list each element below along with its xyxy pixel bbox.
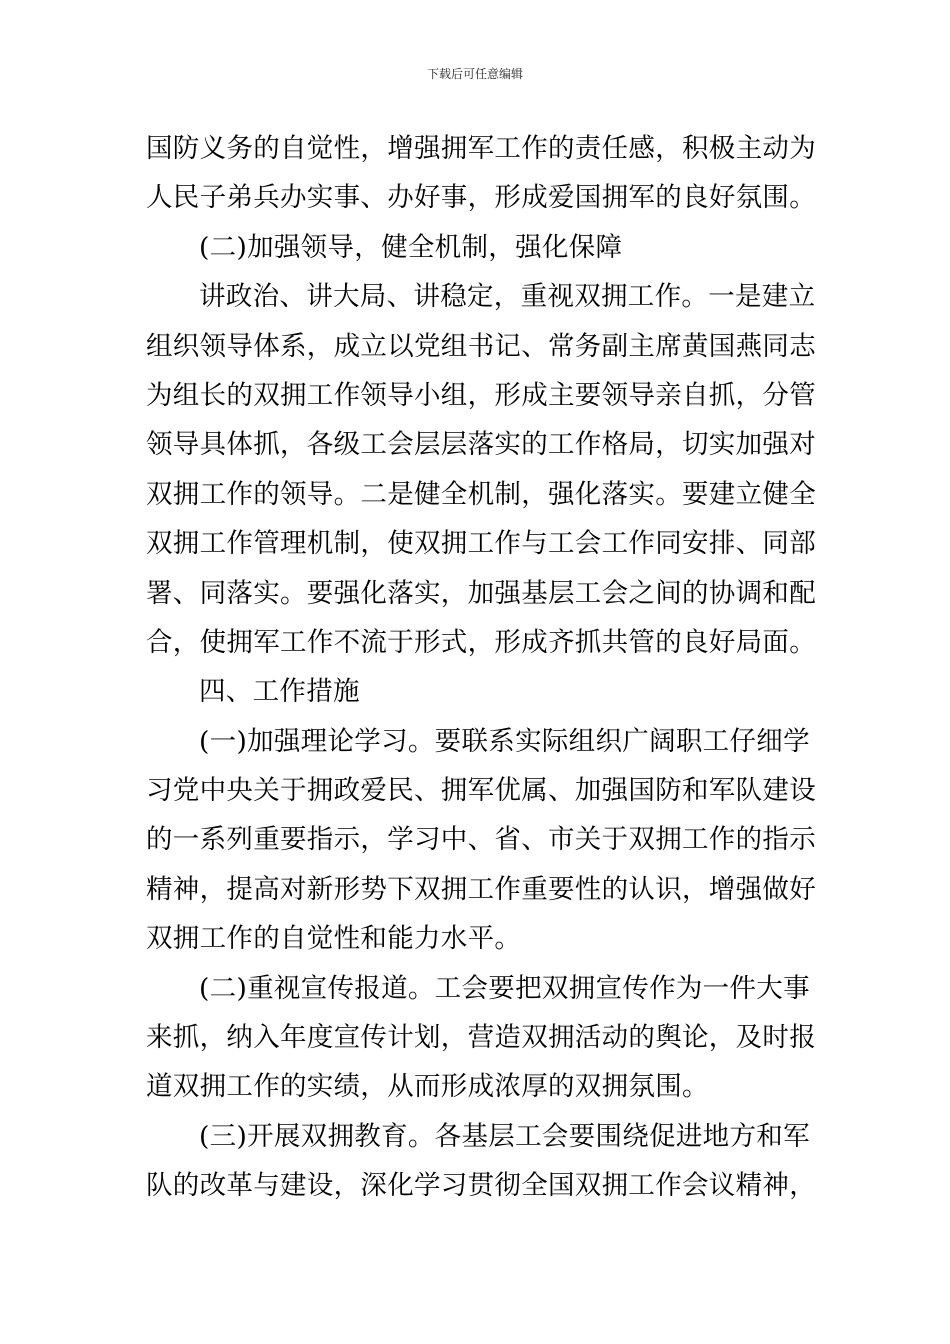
text-line: 国防义务的自觉性，增强拥军工作的责任感，积极主动为 xyxy=(146,133,816,164)
text-line: 精神，提高对新形势下双拥工作重要性的认识，增强做好 xyxy=(146,873,816,905)
text-line: 为组长的双拥工作领导小组，形成主要领导亲自抓，分管 xyxy=(146,379,816,411)
text-line: 组织领导体系，成立以党组书记、常务副主席黄国燕同志 xyxy=(146,330,816,362)
text-line: 队的改革与建设，深化学习贯彻全国双拥工作会议精神， xyxy=(146,1170,816,1202)
section-heading: (二)加强领导，健全机制，强化保障 xyxy=(199,231,623,263)
text-line: 习党中央关于拥政爱民、拥军优属、加强国防和军队建设 xyxy=(146,775,816,807)
text-line: 道双拥工作的实绩，从而形成浓厚的双拥氛围。 xyxy=(146,1071,709,1103)
text-line: 双拥工作的自觉性和能力水平。 xyxy=(146,923,522,955)
paragraph-start: (三)开展双拥教育。各基层工会要围绕促进地方和军 xyxy=(199,1120,810,1152)
paragraph-start: (一)加强理论学习。要联系实际组织广阔职工仔细学 xyxy=(199,725,810,757)
text-line: 来抓，纳入年度宣传计划，营造双拥活动的舆论，及时报 xyxy=(146,1022,816,1054)
text-line: 合，使拥军工作不流于形式，形成齐抓共管的良好局面。 xyxy=(146,626,816,658)
text-line: 署、同落实。要强化落实，加强基层工会之间的协调和配 xyxy=(146,577,816,609)
section-heading: 四、工作措施 xyxy=(199,676,360,708)
text-line: 的一系列重要指示，学习中、省、市关于双拥工作的指示 xyxy=(146,824,816,856)
text-line: 人民子弟兵办实事、办好事，形成爱国拥军的良好氛围。 xyxy=(146,182,816,214)
text-line: 领导具体抓，各级工会层层落实的工作格局，切实加强对 xyxy=(146,429,816,461)
paragraph-start: 讲政治、讲大局、讲稳定，重视双拥工作。一是建立 xyxy=(199,281,816,313)
text-line: 双拥工作的领导。二是健全机制，强化落实。要建立健全 xyxy=(146,478,816,510)
paragraph-start: (二)重视宣传报道。工会要把双拥宣传作为一件大事 xyxy=(199,972,810,1004)
document-body xyxy=(146,124,816,1211)
page-header: 下载后可任意编辑 xyxy=(426,67,523,81)
text-line: 双拥工作管理机制，使双拥工作与工会工作同安排、同部 xyxy=(146,528,816,560)
